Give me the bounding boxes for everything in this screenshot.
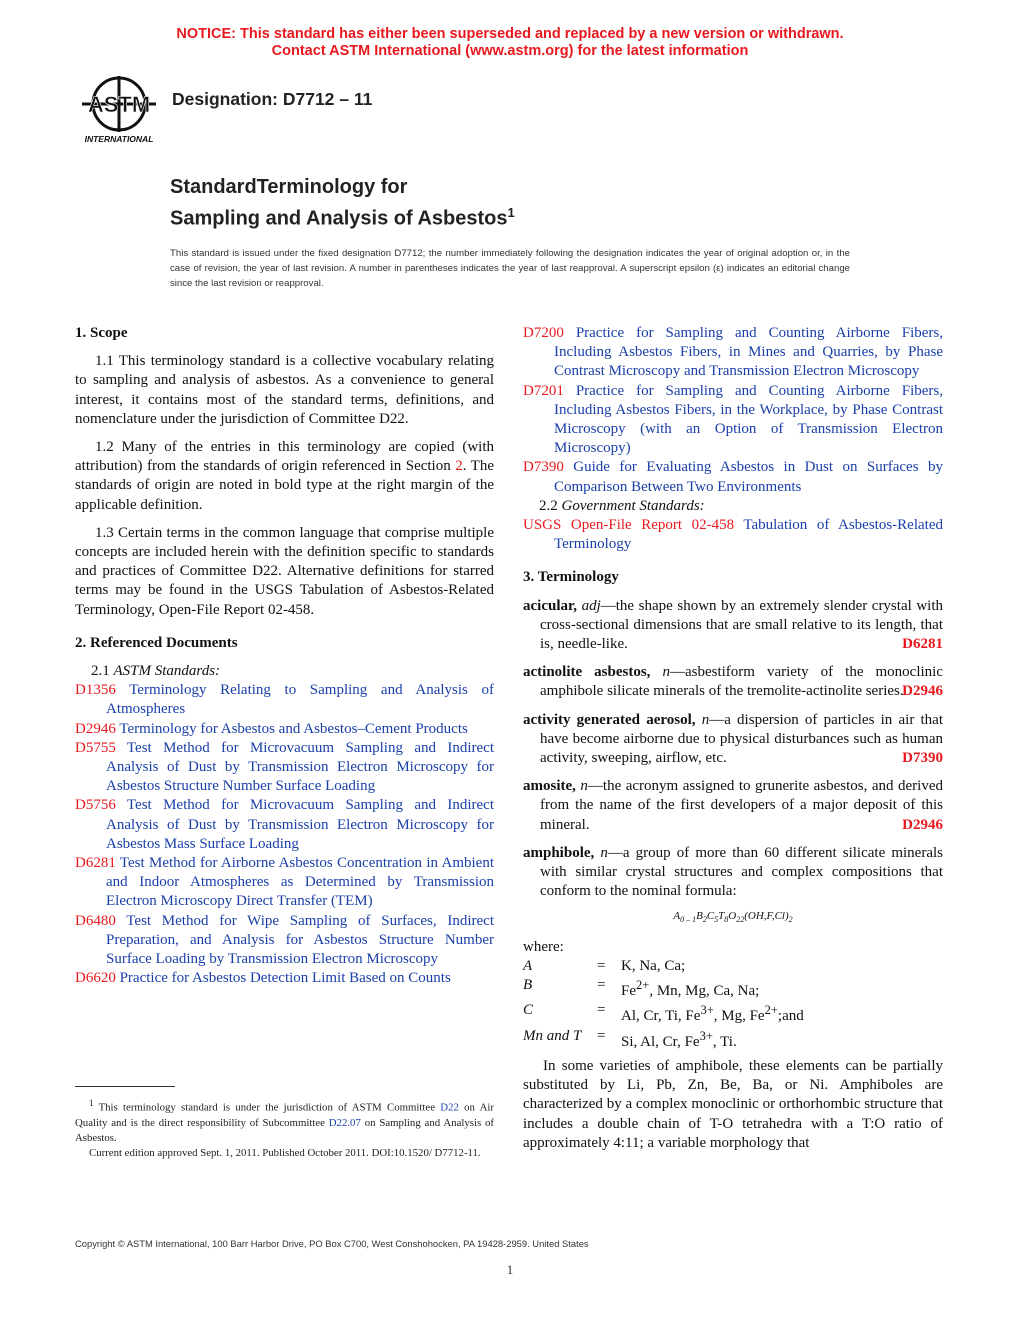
reference-title[interactable]: Terminology for Asbestos and Asbestos–Cement Products — [115, 720, 468, 737]
title-line-2: Sampling and Analysis of Asbestos — [170, 207, 508, 230]
where-value-a: Si, Al, Cr, Fe — [621, 1033, 700, 1050]
where-value — [621, 976, 804, 1001]
reference-item[interactable] — [75, 912, 494, 970]
reference-title[interactable]: Practice for Sampling and Counting Airborne Fibers, Including Asbestos Fibers, in the Workplace, by Phase Contrast Microscopy (with an Option of Transmission Electron Microscopy) — [554, 382, 943, 457]
amphibole-definition — [523, 844, 943, 902]
formula-o-sub: 22 — [736, 915, 745, 925]
where-value — [621, 1001, 804, 1026]
scope-para-3: 1.3 Certain terms in the common language that comprise multiple concepts are included herein with the definition specific to standards and practices of Committee D22. Alternative definitions for starred terms may be found in the USGS Tabulation of Asbestos-Related Terminology, Open-File Report 02-458. — [75, 524, 494, 618]
formula-b: B — [696, 910, 703, 923]
footnote-text-c: on Sampling and Analysis of Asbestos. — [75, 1116, 494, 1144]
formula-t: T — [718, 910, 725, 923]
title-line-1: StandardTerminology for — [170, 176, 408, 198]
where-symbol: B — [523, 977, 533, 994]
where-value-b: , Mn, Mg, Ca, Na; — [649, 983, 760, 1000]
astm-logo — [74, 72, 164, 146]
gov-label-num: 2.2 — [539, 497, 562, 514]
formula-t-sub: 8 — [724, 915, 729, 925]
formula-c-sub: 5 — [714, 915, 719, 925]
where-eq: = — [597, 1002, 606, 1019]
reference-number[interactable]: D7200 — [523, 325, 564, 341]
astm-standards-label — [75, 662, 494, 681]
scope-heading: 1. Scope — [75, 325, 128, 341]
left-column — [75, 324, 494, 989]
term-text: —the shape shown by an extremely slender crystal with cross-sectional dimensions that are small relative to its length, that is, needle-like. — [540, 597, 943, 653]
terminology-list — [523, 597, 943, 844]
where-symbol: Mn and T — [523, 1027, 582, 1044]
footnote — [75, 1096, 494, 1161]
astm-label-num: 2.1 — [91, 663, 114, 680]
where-sup-b: 2+ — [764, 1003, 778, 1018]
term-text: —a dispersion of particles in air that have become airborne due to physical disturbances such as human activity, sweeping, airflow, etc. — [540, 711, 944, 767]
term-pos: n — [662, 664, 670, 681]
reference-title[interactable]: Practice for Sampling and Counting Airborne Fibers, Including Asbestos Fibers, in Mines and Quarries, by Phase Contrast Microscopy and Transmission Electron Microscopy — [554, 325, 943, 380]
gov-reference-title[interactable]: Tabulation of Asbestos-Related Terminology — [554, 517, 943, 553]
term-source-code[interactable]: D6281 — [902, 636, 943, 653]
page-number: 1 — [506, 1262, 514, 1277]
right-column — [523, 324, 943, 1153]
formula-b-sub: 2 — [702, 915, 707, 925]
reference-number[interactable]: D6480 — [75, 912, 116, 929]
preface-note: This standard is issued under the fixed designation D7712; the number immediately following the designation indicates the year of original adoption or, in the case of revision, the year of last revision. A number in parentheses indicates the year of last reapproval. A superscript epsilon (ε) indicates an editorial change since the last revision or reapproval. — [170, 248, 850, 289]
term-definition — [523, 777, 943, 835]
footnote-para-1 — [75, 1096, 494, 1146]
where-symbol: C — [523, 1002, 534, 1019]
where-value — [621, 1027, 804, 1052]
term-entry — [523, 597, 943, 664]
where-eq: = — [597, 958, 606, 975]
term-source-code[interactable]: D2946 — [902, 683, 943, 700]
reference-title[interactable]: Test Method for Wipe Sampling of Surfaces, Indirect Preparation, and Analysis for Asbestos Structure Number Surface Loading by Transmission Electron Microscopy — [106, 912, 494, 968]
gov-standards-list — [523, 516, 943, 554]
term-entry — [523, 711, 943, 778]
formula-tail: (OH,F,Cl) — [744, 910, 789, 923]
astm-standards-list-left — [75, 681, 494, 988]
term-source-code[interactable]: D7390 — [902, 750, 943, 767]
reference-number[interactable]: D2946 — [75, 720, 116, 737]
scope-para-2 — [75, 438, 494, 515]
term-pos: adj — [581, 597, 601, 614]
astm-logo-icon — [74, 72, 164, 146]
reference-title[interactable]: Guide for Evaluating Asbestos in Dust on Surfaces by Comparison Between Two Environments — [554, 459, 943, 495]
reference-item[interactable] — [75, 796, 494, 854]
reference-number[interactable]: D7390 — [523, 459, 564, 476]
reference-title[interactable]: Test Method for Microvacuum Sampling and Indirect Analysis of Dust by Transmission Electron Microscopy for Asbestos Mass Surface Loading — [106, 797, 494, 852]
reference-title[interactable]: Test Method for Microvacuum Sampling and Indirect Analysis of Dust by Transmission Electron Microscopy for Asbestos Structure Number Surface Loading — [106, 739, 494, 795]
reference-item[interactable] — [75, 681, 494, 719]
title-footnote-mark: 1 — [507, 205, 515, 220]
gov-standards-label — [523, 497, 943, 516]
formula-tail-sub: 2 — [788, 915, 793, 925]
term-definition — [523, 711, 943, 769]
notice-line-1: NOTICE: This standard has either been superseded and replaced by a new version or withdrawn. — [176, 26, 844, 42]
reference-number[interactable]: D6281 — [75, 855, 116, 872]
where-row — [523, 1001, 804, 1026]
term-text: —a group of more than 60 different silicate minerals with similar crystal structures and complex compositions that conform to the nominal formula: — [540, 844, 943, 900]
footnote-rule — [75, 1086, 175, 1087]
term-pos: n — [701, 711, 710, 728]
notice-line-2: Contact ASTM International (www.astm.org) for the latest information — [271, 43, 749, 59]
term-entry — [523, 777, 943, 844]
where-value-a: Al, Cr, Ti, Fe — [621, 1008, 701, 1025]
astm-standards-list-right — [523, 324, 943, 497]
formula-a-sub: 0 – 1 — [680, 915, 697, 925]
where-value-b: , Mg, Fe — [713, 1008, 765, 1025]
term-text: —asbestiform variety of the monoclinic amphibole silicate minerals of the tremolite-actinolite series. — [540, 664, 943, 700]
reference-item[interactable] — [75, 969, 494, 988]
term-name: activity generated aerosol, — [523, 711, 696, 728]
refdocs-heading: 2. Referenced Documents — [75, 634, 238, 651]
reference-item[interactable] — [523, 458, 943, 496]
reference-item[interactable] — [523, 382, 943, 459]
reference-item[interactable] — [75, 739, 494, 797]
term-definition — [523, 597, 943, 655]
designation: Designation: D7712 – 11 — [172, 89, 373, 109]
where-value-a: Fe — [621, 983, 636, 1000]
copyright-line: Copyright © ASTM International, 100 Barr Harbor Drive, PO Box C700, West Conshohocken, PA 19428-2959. United States — [75, 1238, 589, 1249]
gov-label-text: Government Standards: — [561, 497, 705, 514]
logo-letters: ASTM — [87, 92, 151, 117]
section-2-link[interactable]: 2 — [455, 458, 463, 475]
formula-a: A — [673, 910, 681, 923]
amphibole-paragraph: In some varieties of amphibole, these elements can be partially substituted by Li, Pb, Zn, Be, Ba, or Ni. Amphiboles are characterized by a complex monoclinic or orthorhombic structure that includes a double chain of T-O tetrahedra with a T:O ratio of approximately 4:11; a variable morphology that — [523, 1057, 943, 1151]
where-symbol: A — [523, 958, 533, 975]
term-pos: n — [600, 844, 608, 861]
scope-para-2-text-b: . The standards of origin are noted in bold type at the right margin of the applicable definition. — [75, 458, 494, 513]
gov-reference-number[interactable]: USGS Open-File Report 02-458 — [523, 517, 735, 534]
where-sup-a: 3+ — [699, 1028, 713, 1043]
astm-label-text: ASTM Standards: — [113, 663, 221, 680]
where-sup-a: 2+ — [636, 978, 650, 993]
footnote-para-2: Current edition approved Sept. 1, 2011. Published October 2011. DOI:10.1520/ D7712-11. — [89, 1146, 481, 1159]
term-entry — [523, 663, 943, 710]
where-eq: = — [597, 1027, 606, 1044]
reference-number[interactable]: D1356 — [75, 682, 116, 699]
reference-number[interactable]: D5756 — [75, 797, 116, 814]
where-row — [523, 957, 804, 976]
where-value: K, Na, Ca; — [621, 958, 686, 975]
footnote-mark: 1 — [89, 1098, 94, 1108]
document-title — [170, 174, 515, 232]
reference-title[interactable]: Test Method for Airborne Asbestos Concentration in Ambient and Indoor Atmospheres as Determined by Transmission Electron Microscopy Direct Transfer (TEM) — [106, 855, 494, 910]
reference-number[interactable]: D5755 — [75, 739, 116, 756]
withdrawal-notice — [0, 26, 1020, 60]
where-value-b: , Ti. — [712, 1033, 737, 1050]
reference-item[interactable] — [523, 324, 943, 382]
term-name: amphibole, — [523, 844, 595, 861]
formula-c: C — [706, 910, 715, 923]
reference-item[interactable] — [75, 854, 494, 912]
term-definition — [523, 663, 943, 701]
subcommittee-d22-07-link[interactable]: D22.07 — [328, 1116, 361, 1129]
reference-title[interactable]: Practice for Asbestos Detection Limit Based on Counts — [115, 970, 451, 987]
reference-number[interactable]: D6620 — [75, 970, 116, 987]
formula-o: O — [728, 910, 737, 923]
reference-number[interactable]: D7201 — [523, 382, 564, 399]
where-sup-a: 3+ — [700, 1003, 714, 1018]
term-name: acicular, — [523, 597, 578, 614]
terminology-heading: 3. Terminology — [523, 569, 619, 586]
formula-where-table — [523, 957, 804, 1052]
term-pos: n — [580, 778, 588, 795]
reference-title[interactable]: Terminology Relating to Sampling and Analysis of Atmospheres — [106, 682, 494, 718]
where-row — [523, 976, 804, 1001]
where-value-c: ;and — [777, 1008, 804, 1025]
term-text: —the acronym assigned to grunerite asbestos, and derived from the name of the first developers of a major deposit of this mineral. — [540, 778, 944, 833]
committee-d22-link[interactable]: D22 — [440, 1101, 459, 1114]
logo-caption: INTERNATIONAL — [84, 134, 154, 144]
scope-para-1: 1.1 This terminology standard is a collective vocabulary relating to sampling and analysis of asbestos. As a convenience to general interest, it contains most of the standard terms, definitions, and nomenclature under the jurisdiction of Committee D22. — [75, 353, 494, 427]
amphibole-formula — [523, 907, 943, 929]
where-eq: = — [597, 977, 606, 994]
term-source-code[interactable]: D2946 — [902, 816, 943, 833]
term-name: actinolite asbestos, — [523, 664, 651, 681]
term-entry-amphibole — [523, 844, 943, 1153]
gov-reference-item[interactable] — [523, 516, 943, 554]
footnote-text-a: This terminology standard is under the jurisdiction of ASTM Committee — [93, 1101, 441, 1114]
term-name: amosite, — [523, 778, 576, 795]
footnote-text-b: on Air Quality and is the direct responsibility of Subcommittee — [75, 1101, 494, 1129]
reference-item[interactable] — [75, 720, 494, 739]
where-row — [523, 1027, 804, 1052]
where-label: where: — [523, 938, 564, 955]
scope-para-2-text-a: 1.2 Many of the entries in this terminology are copied (with attribution) from the standards of origin referenced in Section — [75, 439, 494, 475]
